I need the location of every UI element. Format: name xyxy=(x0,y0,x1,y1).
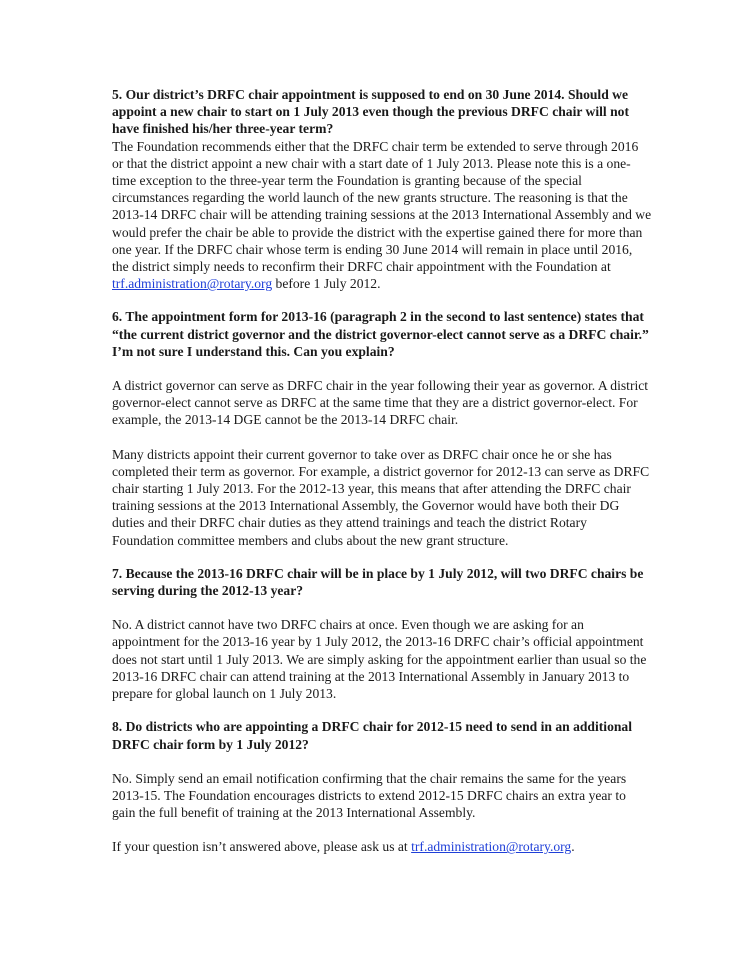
faq-answer-5-text: The Foundation recommends either that the DRFC chair term be extended to serve through 2016 or that the district appoint a new chair with a start date of 1 July 2013. Please note this is a one-time exception to the three-year term the Foundation is granting because of the special circumstances regarding the world launch of the new grants structure. The reasoning is that the 2013-14 DRFC chair will be attending training sessions at the 2013 International Assembly and we would prefer the chair be able to provide the district with the expertise gained there for more than one year. If the DRFC chair whose term is ending 30 June 2014 will remain in place until 2016, the district simply needs to reconfirm their DRFC chair appointment with the Foundation at xyxy=(112,138,652,275)
faq-question-7: 7. Because the 2013-16 DRFC chair will be in place by 1 July 2012, will two DRFC chairs be serving during the 2012-13 year? xyxy=(112,565,644,599)
faq-answer-6-paragraph-1: A district governor can serve as DRFC chair in the year following their year as governor. A district governor-elect cannot serve as DRFC at the same time that they are a district governor-elect. For example, the 2013-14 DGE cannot be the 2013-14 DRFC chair. xyxy=(112,378,649,428)
faq-answer-6-paragraph-2: Many districts appoint their current governor to take over as DRFC chair once he or she has completed their term as governor. For example, a district governor for 2012-13 can serve as DRFC chair starting 1 July 2013. For the 2012-13 year, this means that after attending the DRFC chair training sessions at the 2013 International Assembly, the Governor would have both their DG duties and their DRFC chair duties as they attend trainings and teach the district Rotary Foundation committee members and clubs about the new grant structure. xyxy=(112,446,650,548)
spacer xyxy=(112,429,652,446)
spacer xyxy=(112,360,652,377)
spacer xyxy=(112,753,652,770)
faq-question-6: 6. The appointment form for 2013-16 (paragraph 2 in the second to last sentence) states that “the current district governor and the district governor-elect cannot serve as a DRFC chair.” I’m not sure I understand this. Can you explain? xyxy=(112,309,649,359)
closing-tail: . xyxy=(571,839,575,855)
faq-question-8: 8. Do districts who are appointing a DRFC chair for 2012-15 need to send in an additional DRFC chair form by 1 July 2012? xyxy=(112,719,633,752)
closing-text: If your question isn’t answered above, please ask us at xyxy=(112,839,412,855)
closing-email-link[interactable]: trf.administration@rotary.org xyxy=(411,839,572,855)
faq-answer-5 xyxy=(112,138,652,293)
spacer xyxy=(112,702,652,718)
spacer xyxy=(112,599,652,616)
spacer xyxy=(112,549,652,565)
spacer xyxy=(112,292,652,308)
document-page xyxy=(112,86,652,856)
spacer xyxy=(112,821,652,838)
faq-answer-7: No. A district cannot have two DRFC chairs at once. Even though we are asking for an appointment for the 2013-16 year by 1 July 2012, the 2013-16 DRFC chair’s official appointment does not start until 1 July 2013. We are simply asking for the appointment earlier than usual so the 2013-16 DRFC chair can attend training at the 2013 International Assembly in January 2013 to prepare for global launch on 1 July 2013. xyxy=(112,617,647,702)
email-link[interactable]: trf.administration@rotary.org xyxy=(112,276,273,292)
faq-answer-5-tail: before 1 July 2012. xyxy=(272,276,381,292)
closing-note xyxy=(112,838,652,855)
faq-question-5: 5. Our district’s DRFC chair appointment is supposed to end on 30 June 2014. Should we appoint a new chair to start on 1 July 2013 even though the previous DRFC chair will not have finished his/her three-year term? xyxy=(112,87,629,137)
faq-answer-8: No. Simply send an email notification confirming that the chair remains the same for the years 2013-15. The Foundation encourages districts to extend 2012-15 DRFC chairs an extra year to gain the full benefit of training at the 2013 International Assembly. xyxy=(112,770,627,821)
